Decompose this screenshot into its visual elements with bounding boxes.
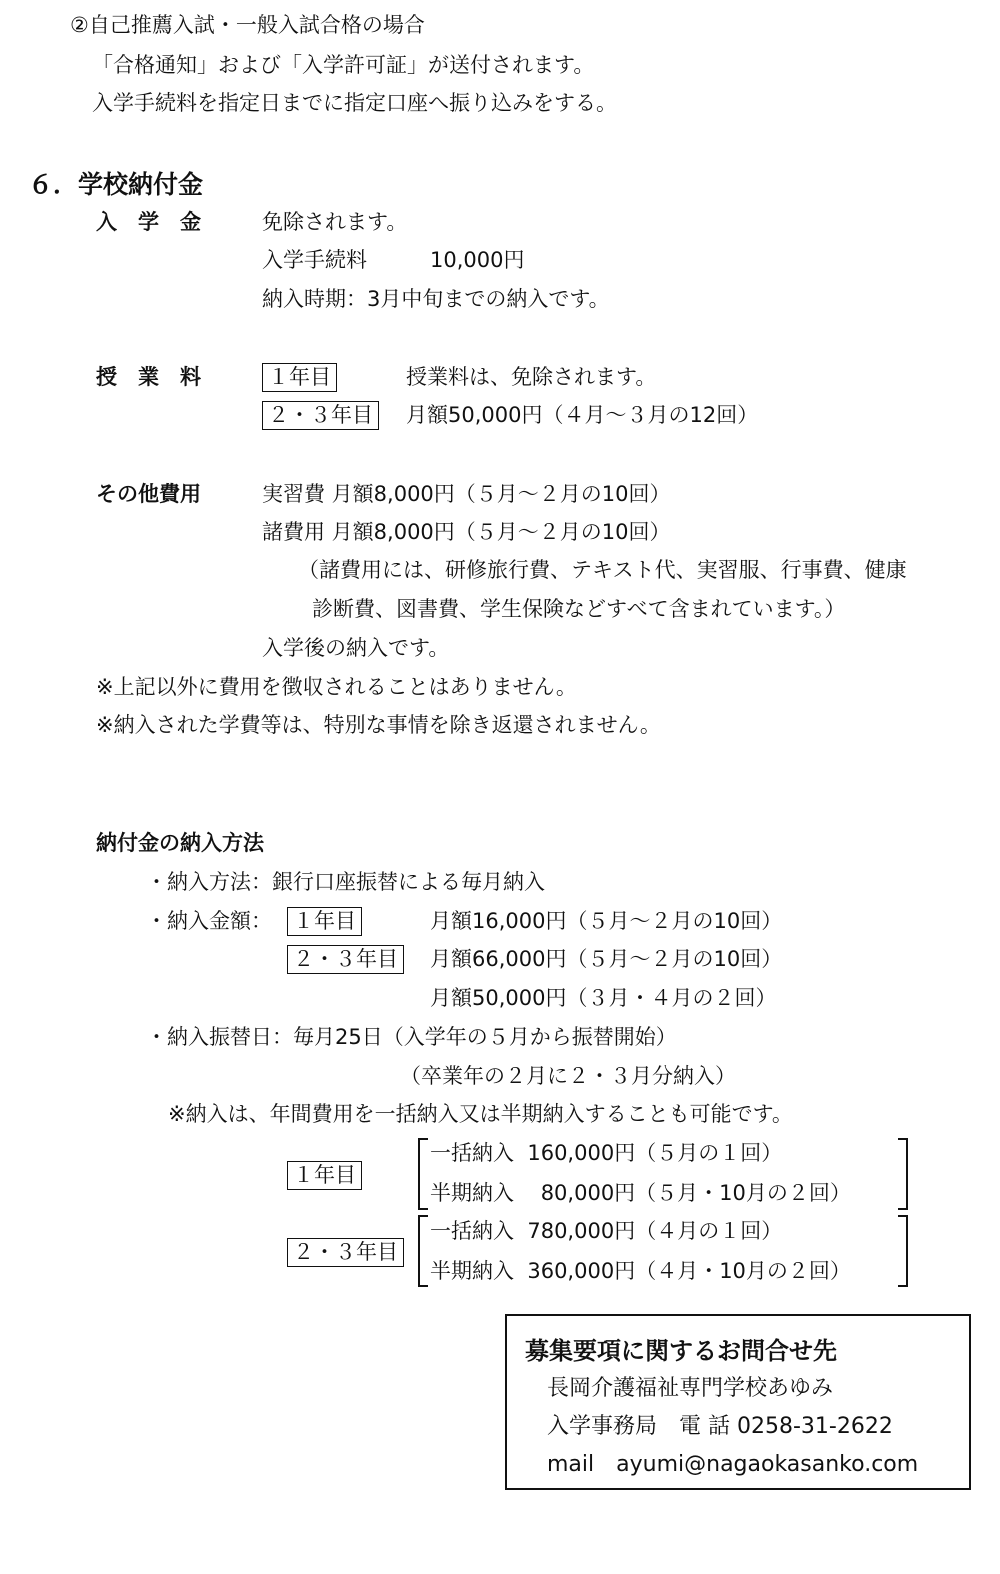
- payment-year23-amount-2: 月額50,000円（３月・４月の２回）: [430, 986, 777, 1010]
- option-year23-bracket-right: [898, 1215, 908, 1287]
- admission-label: 入 学 金: [96, 210, 201, 234]
- payment-heading: 納付金の納入方法: [96, 831, 264, 855]
- payment-year1-amount: 月額16,000円（５月～２月の10回）: [430, 909, 783, 933]
- contact-school: 長岡介護福祉専門学校あゆみ: [547, 1376, 834, 1401]
- case-heading: ②自己推薦入試・一般入試合格の場合: [70, 13, 425, 37]
- tuition-year1-badge: １年目: [262, 362, 337, 392]
- other-label: その他費用: [96, 482, 201, 506]
- option-year23-badge: ２・３年目: [287, 1237, 404, 1267]
- option-year1-badge: １年目: [287, 1160, 362, 1190]
- option-year1-bracket-left: [418, 1138, 428, 1210]
- contact-title: 募集要項に関するお問合せ先: [525, 1337, 837, 1365]
- option-year23-lump: 一括納入 780,000円（４月の１回）: [430, 1219, 783, 1243]
- payment-lump-note: ※納入は、年間費用を一括納入又は半期納入することも可能です。: [168, 1102, 793, 1126]
- intro-line-1: 「合格通知」および「入学許可証」が送付されます。: [92, 53, 595, 77]
- admission-timing: 納入時期：3月中旬までの納入です。: [262, 287, 610, 311]
- section-title: ６．学校納付金: [28, 170, 204, 199]
- option-year1-bracket-right: [898, 1138, 908, 1210]
- contact-phone: 入学事務局 電 話 0258-31-2622: [547, 1414, 893, 1439]
- payment-amount-label: ・納入金額：: [146, 909, 272, 933]
- payment-year1-badge: １年目: [287, 906, 362, 936]
- payment-date: ・納入振替日：毎月25日（入学年の５月から振替開始）: [146, 1025, 677, 1049]
- payment-method: ・納入方法：銀行口座振替による毎月納入: [146, 870, 545, 894]
- tuition-year23-badge: ２・３年目: [262, 400, 379, 430]
- option-year23-half: 半期納入 360,000円（４月・10月の２回）: [430, 1259, 851, 1283]
- intro-line-2: 入学手続料を指定日までに指定口座へ振り込みをする。: [92, 91, 617, 115]
- option-year23-bracket-left: [418, 1215, 428, 1287]
- tuition-label: 授 業 料: [96, 365, 201, 389]
- contact-mail[interactable]: mail ayumi@nagaokasanko.com: [547, 1452, 919, 1477]
- payment-date-note: （卒業年の２月に２・３月分納入）: [400, 1064, 736, 1088]
- option-year1-half: 半期納入 80,000円（５月・10月の２回）: [430, 1181, 851, 1205]
- tuition-year23-text: 月額50,000円（４月～３月の12回）: [406, 403, 759, 427]
- other-practice: 実習費 月額8,000円（５月～２月の10回）: [262, 482, 671, 506]
- remark-1: ※上記以外に費用を徴収されることはありません。: [96, 675, 577, 699]
- other-after: 入学後の納入です。: [262, 636, 450, 660]
- tuition-year1-text: 授業料は、免除されます。: [406, 365, 657, 389]
- remark-2: ※納入された学費等は、特別な事情を除き返還されません。: [96, 713, 661, 737]
- other-note-1: （諸費用には、研修旅行費、テキスト代、実習服、行事費、健康: [298, 558, 907, 582]
- contact-box: [505, 1314, 971, 1490]
- other-note-2: 診断費、図書費、学生保険などすべて含まれています。）: [312, 597, 846, 621]
- admission-exempt: 免除されます。: [262, 210, 408, 234]
- admission-fee-amount: 10,000円: [430, 248, 525, 272]
- admission-fee-label: 入学手続料: [262, 248, 367, 272]
- payment-year23-amount-1: 月額66,000円（５月～２月の10回）: [430, 947, 783, 971]
- option-year1-lump: 一括納入 160,000円（５月の１回）: [430, 1141, 783, 1165]
- other-misc: 諸費用 月額8,000円（５月～２月の10回）: [262, 520, 671, 544]
- payment-year23-badge: ２・３年目: [287, 944, 404, 974]
